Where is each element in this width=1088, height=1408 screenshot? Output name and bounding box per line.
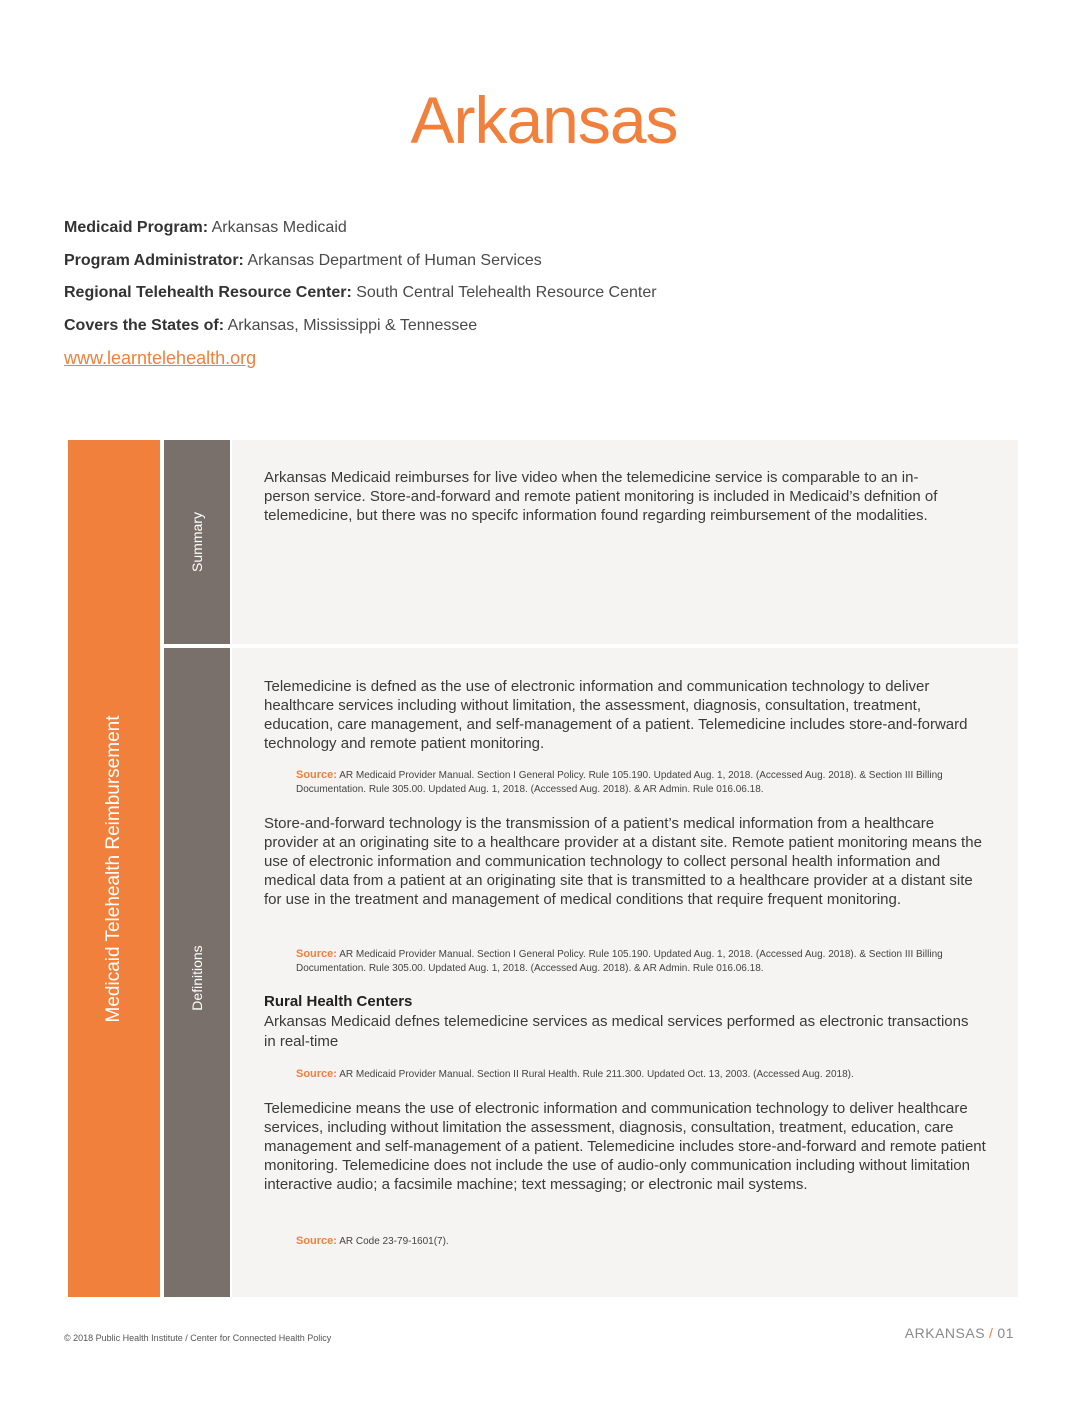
section-sidebar [68,440,160,1297]
program-administrator-line [64,245,657,278]
rtrc-label: Regional Telehealth Resource Center: [64,284,352,301]
program-administrator-label: Program Administrator: [64,251,244,269]
source-citation-2 [296,947,986,976]
rural-health-centers-heading: Rural Health Centers [264,993,413,1010]
program-administrator-value: Arkansas Department of Human Services [247,251,542,269]
covers-states-line [64,310,657,343]
copyright-footer: © 2018 Public Health Institute / Center for Connected Health Policy [64,1333,332,1343]
source-label: Source: [296,1235,337,1247]
source-text: AR Code 23-79-1601(7). [339,1236,449,1247]
source-citation-1 [296,768,986,797]
definitions-paragraph-2: Store-and-forward technology is the transmission of a patient’s medical information from a healthcare provider at an originating site to a healthcare provider at a distant site. Remote patient monitoring means the use of electronic information and communication technology to collect personal health information and medical data from a patient at an originating site that is transmitted to a healthcare provider at a distant site for use in the treatment and management of medical conditions that require frequent monitoring. [264,815,982,908]
definitions-tab [164,648,230,1297]
footer-slash: / [989,1325,994,1341]
footer-state: ARKANSAS [904,1325,986,1341]
summary-text: Arkansas Medicaid reimburses for live video when the telemedicine service is comparable to an in-person service. Store-and-forward and remote patient monitoring is included in Medicaid’s defnition of telemedicine, but there was no specifc information found regarding reimbursement of the modalities. [264,469,938,524]
rtrc-line [64,277,657,310]
covers-states-label: Covers the States of: [64,316,225,334]
source-label: Source: [296,948,337,960]
source-text: AR Medicaid Provider Manual. Section I General Policy. Rule 105.190. Updated Aug. 1, 2018. (Accessed Aug. 2018). & Section III Billing Documentation. Rule 305.00. Updated Aug. 1, 2018. (Accessed Aug. 2018). & AR Admin. Rule 016.06.18. [296,949,943,974]
rtrc-value: South Central Telehealth Resource Center [356,284,657,301]
medicaid-program-value: Arkansas Medicaid [211,219,347,236]
source-citation-4 [296,1234,986,1249]
definitions-paragraph-1: Telemedicine is defned as the use of electronic information and communication technology to deliver healthcare services including without limitation, the assessment, diagnosis, consultation, treatment, education, care management, and self-management of a patient. Telemedicine includes store-and-forward technology and remote patient monitoring. [264,678,968,752]
summary-tab [164,440,230,644]
covers-states-value: Arkansas, Mississippi & Tennessee [227,316,478,334]
section-sidebar-label: Medicaid Telehealth Reimbursement [103,715,124,1022]
definitions-paragraph-4: Telemedicine means the use of electronic information and communication technology to deliver healthcare services, including without limitation the assessment, diagnosis, consultation, treatment, education, care management and self-management of a patient. Telemedicine includes store-and-forward and remote patient monitoring. Telemedicine does not include the use of audio-only communication including without limitation interactive audio; a facsimile machine; text messaging; or electronic mail systems. [264,1100,986,1193]
definitions-tab-label: Definitions [189,945,205,1011]
summary-tab-label: Summary [189,512,205,572]
source-citation-3 [296,1067,986,1082]
source-label: Source: [296,1068,337,1080]
page-title: Arkansas [410,83,678,157]
source-text: AR Medicaid Provider Manual. Section II Rural Health. Rule 211.300. Updated Oct. 13, 2003. (Accessed Aug. 2018). [339,1069,854,1080]
medicaid-program-label: Medicaid Program: [64,219,209,236]
page-footer [905,1325,1014,1341]
page-number: 01 [997,1325,1014,1341]
definitions-paragraph-3: Arkansas Medicaid defnes telemedicine services as medical services performed as electronic transactions in real-time [264,1013,969,1050]
source-label: Source: [296,769,337,781]
program-info [64,212,657,377]
website-link[interactable]: www.learntelehealth.org [64,348,257,368]
source-text: AR Medicaid Provider Manual. Section I General Policy. Rule 105.190. Updated Aug. 1, 2018. (Accessed Aug. 2018). & Section III Billing Documentation. Rule 305.00. Updated Aug. 1, 2018. (Accessed Aug. 2018). & AR Admin. Rule 016.06.18. [296,770,943,795]
medicaid-program-line [64,212,657,245]
